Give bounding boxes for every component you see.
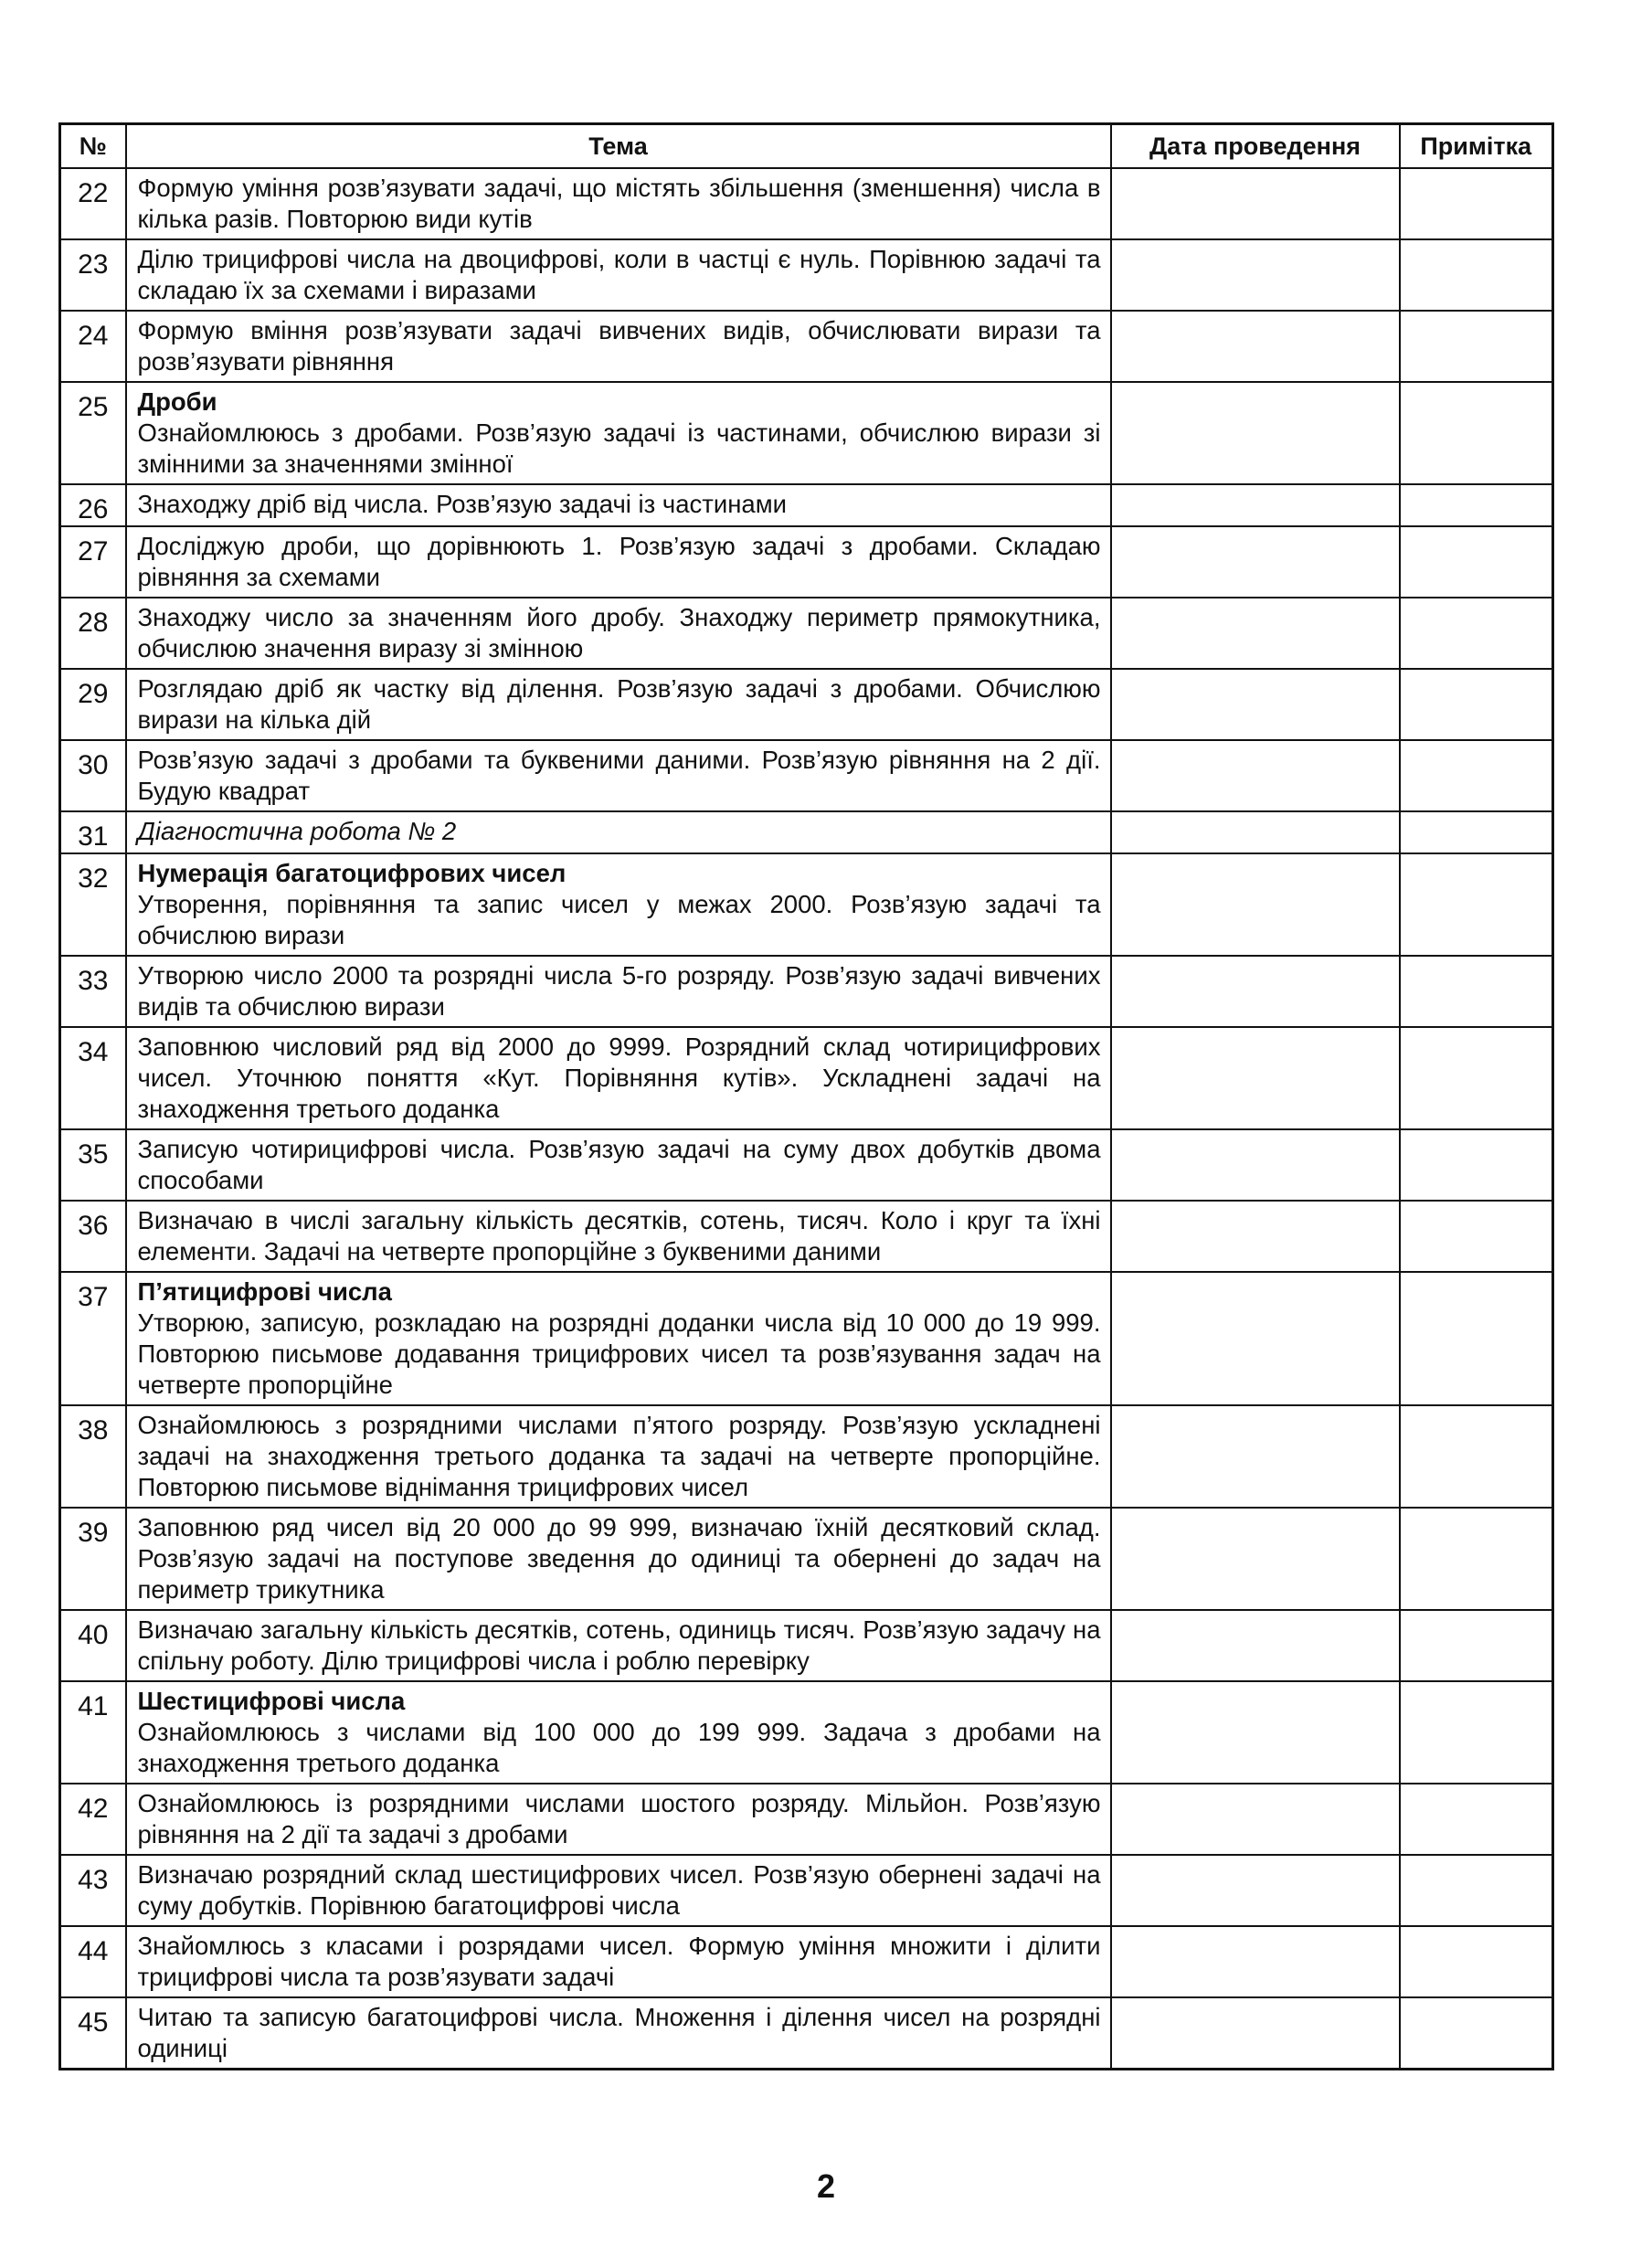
table-row xyxy=(60,1926,1553,1997)
row-topic xyxy=(126,1508,1111,1610)
date-cell[interactable] xyxy=(1111,1784,1400,1855)
table-row xyxy=(60,1027,1553,1129)
table-body xyxy=(60,168,1553,2070)
row-number: 32 xyxy=(60,853,126,956)
topic-text: Утворення, порівняння та запис чисел у межах 2000. Розв’язую задачі та обчислюю вирази xyxy=(137,890,1101,949)
row-number: 23 xyxy=(60,239,126,311)
row-number: 42 xyxy=(60,1784,126,1855)
header-note: Примітка xyxy=(1400,124,1553,169)
note-cell[interactable] xyxy=(1400,1405,1553,1508)
note-cell[interactable] xyxy=(1400,484,1553,526)
table-row xyxy=(60,1201,1553,1272)
date-cell[interactable] xyxy=(1111,1681,1400,1784)
note-cell[interactable] xyxy=(1400,526,1553,598)
row-number: 38 xyxy=(60,1405,126,1508)
note-cell[interactable] xyxy=(1400,382,1553,484)
table-row xyxy=(60,1784,1553,1855)
date-cell[interactable] xyxy=(1111,598,1400,669)
date-cell[interactable] xyxy=(1111,311,1400,382)
table-row xyxy=(60,526,1553,598)
topic-text: Формую уміння розв’язувати задачі, що містять збільшення (зменшення) числа в кілька разів. Повторюю види кутів xyxy=(137,174,1101,233)
note-cell[interactable] xyxy=(1400,811,1553,853)
row-number: 30 xyxy=(60,740,126,811)
topic-text: Знайомлюсь з класами і розрядами чисел. Формую уміння множити і ділити трицифрові числа та розв’язувати задачі xyxy=(137,1932,1101,1991)
date-cell[interactable] xyxy=(1111,1855,1400,1926)
table-row xyxy=(60,1272,1553,1405)
note-cell[interactable] xyxy=(1400,853,1553,956)
topic-text: Визначаю в числі загальну кількість десятків, сотень, тисяч. Коло і круг та їхні елементи. Задачі на четверте пропорційне з буквеними даними xyxy=(137,1206,1101,1265)
topic-text: Утворюю число 2000 та розрядні числа 5-го розряду. Розв’язую задачі вивчених видів та обчислюю вирази xyxy=(137,961,1101,1021)
topic-text: Заповнюю ряд чисел від 20 000 до 99 999, визначаю їхній десятковий склад. Розв’язую задачі на поступове зведення до одиниці та обернені до задач на периметр трикутника xyxy=(137,1513,1101,1604)
row-topic xyxy=(126,239,1111,311)
date-cell[interactable] xyxy=(1111,1129,1400,1201)
lesson-plan-table xyxy=(58,122,1554,2070)
page-number: 2 xyxy=(816,2167,836,2205)
date-cell[interactable] xyxy=(1111,1926,1400,1997)
note-cell[interactable] xyxy=(1400,956,1553,1027)
topic-text: Діагностична робота № 2 xyxy=(137,817,457,845)
row-topic xyxy=(126,811,1111,853)
note-cell[interactable] xyxy=(1400,311,1553,382)
row-number: 25 xyxy=(60,382,126,484)
row-topic xyxy=(126,669,1111,740)
topic-text: Утворюю, записую, розкладаю на розрядні доданки числа від 10 000 до 19 999. Повторюю письмове додавання трицифрових чисел та розв’язування задач на четверте пропорційне xyxy=(137,1308,1101,1399)
header-date: Дата проведення xyxy=(1111,124,1400,169)
date-cell[interactable] xyxy=(1111,853,1400,956)
row-number: 41 xyxy=(60,1681,126,1784)
topic-text: Ознайомлююсь з розрядними числами п’ятого розряду. Розв’язую ускладнені задачі на знаходження третього доданка та задачі на четверте пропорційне. Повторюю письмове віднімання трицифрових чисел xyxy=(137,1411,1101,1501)
row-topic xyxy=(126,1610,1111,1681)
row-topic xyxy=(126,853,1111,956)
row-number: 28 xyxy=(60,598,126,669)
date-cell[interactable] xyxy=(1111,1027,1400,1129)
row-topic xyxy=(126,598,1111,669)
table-row xyxy=(60,598,1553,669)
row-topic xyxy=(126,1681,1111,1784)
row-number: 36 xyxy=(60,1201,126,1272)
date-cell[interactable] xyxy=(1111,1272,1400,1405)
date-cell[interactable] xyxy=(1111,1508,1400,1610)
header-number: № xyxy=(60,124,126,169)
topic-text: Заповнюю числовий ряд від 2000 до 9999. Розрядний склад чотирицифрових чисел. Уточнюю поняття «Кут. Порівняння кутів». Ускладнені задачі на знаходження третього доданка xyxy=(137,1032,1101,1123)
section-heading: Шестицифрові числа xyxy=(137,1687,406,1715)
row-number: 27 xyxy=(60,526,126,598)
table-row xyxy=(60,1855,1553,1926)
row-topic xyxy=(126,1129,1111,1201)
topic-text: Ознайомлююсь з дробами. Розв’язую задачі із частинами, обчислюю вирази зі змінними за значеннями змінної xyxy=(137,418,1101,478)
row-number: 43 xyxy=(60,1855,126,1926)
table-row xyxy=(60,1997,1553,2070)
topic-text: Визначаю загальну кількість десятків, сотень, одиниць тисяч. Розв’язую задачу на спільну роботу. Ділю трицифрові числа і роблю перевірку xyxy=(137,1615,1101,1675)
note-cell[interactable] xyxy=(1400,1508,1553,1610)
row-topic xyxy=(126,956,1111,1027)
header-topic: Тема xyxy=(126,124,1111,169)
topic-text: Ділю трицифрові числа на двоцифрові, коли в частці є нуль. Порівнюю задачі та складаю їх за схемами і виразами xyxy=(137,245,1101,304)
row-topic xyxy=(126,1784,1111,1855)
note-cell[interactable] xyxy=(1400,669,1553,740)
note-cell[interactable] xyxy=(1400,1201,1553,1272)
topic-text: Формую вміння розв’язувати задачі вивчених видів, обчислювати вирази та розв’язувати рівняння xyxy=(137,316,1101,376)
row-number: 29 xyxy=(60,669,126,740)
row-number: 34 xyxy=(60,1027,126,1129)
date-cell[interactable] xyxy=(1111,484,1400,526)
note-cell[interactable] xyxy=(1400,1681,1553,1784)
row-number: 40 xyxy=(60,1610,126,1681)
table-row xyxy=(60,484,1553,526)
date-cell[interactable] xyxy=(1111,239,1400,311)
topic-text: Розв’язую задачі з дробами та буквеними даними. Розв’язую рівняння на 2 дії. Будую квадрат xyxy=(137,746,1101,805)
note-cell[interactable] xyxy=(1400,1997,1553,2070)
row-topic xyxy=(126,1272,1111,1405)
row-number: 31 xyxy=(60,811,126,853)
note-cell[interactable] xyxy=(1400,1855,1553,1926)
row-number: 45 xyxy=(60,1997,126,2070)
row-topic xyxy=(126,526,1111,598)
note-cell[interactable] xyxy=(1400,1784,1553,1855)
topic-text: Знаходжу число за значенням його дробу. Знаходжу периметр прямокутника, обчислюю значення виразу зі змінною xyxy=(137,603,1101,662)
row-topic xyxy=(126,168,1111,239)
note-cell[interactable] xyxy=(1400,1610,1553,1681)
table-row xyxy=(60,1129,1553,1201)
note-cell[interactable] xyxy=(1400,1272,1553,1405)
topic-text: Визначаю розрядний склад шестицифрових чисел. Розв’язую обернені задачі на суму добутків. Порівнюю багатоцифрові числа xyxy=(137,1860,1101,1920)
table-row xyxy=(60,1681,1553,1784)
date-cell[interactable] xyxy=(1111,382,1400,484)
note-cell[interactable] xyxy=(1400,598,1553,669)
row-topic xyxy=(126,1855,1111,1926)
row-number: 24 xyxy=(60,311,126,382)
table-row xyxy=(60,311,1553,382)
topic-text: Ознайомлююсь із розрядними числами шостого розряду. Мільйон. Розв’язую рівняння на 2 дії та задачі з дробами xyxy=(137,1789,1101,1848)
row-number: 33 xyxy=(60,956,126,1027)
date-cell[interactable] xyxy=(1111,1997,1400,2070)
date-cell[interactable] xyxy=(1111,1405,1400,1508)
row-number: 35 xyxy=(60,1129,126,1201)
row-number: 39 xyxy=(60,1508,126,1610)
row-topic xyxy=(126,1201,1111,1272)
row-topic xyxy=(126,382,1111,484)
table-row xyxy=(60,1610,1553,1681)
table-row xyxy=(60,168,1553,239)
row-number: 22 xyxy=(60,168,126,239)
row-topic xyxy=(126,1926,1111,1997)
row-topic xyxy=(126,484,1111,526)
table-row xyxy=(60,669,1553,740)
table-row xyxy=(60,239,1553,311)
table-row xyxy=(60,740,1553,811)
topic-text: Розглядаю дріб як частку від ділення. Розв’язую задачі з дробами. Обчислюю вирази на кілька дій xyxy=(137,674,1101,734)
table-row xyxy=(60,811,1553,853)
note-cell[interactable] xyxy=(1400,1027,1553,1129)
date-cell[interactable] xyxy=(1111,1610,1400,1681)
section-heading: П’ятицифрові числа xyxy=(137,1277,392,1306)
table-row xyxy=(60,382,1553,484)
note-cell[interactable] xyxy=(1400,1129,1553,1201)
section-heading: Нумерація багатоцифрових чисел xyxy=(137,859,567,887)
table-row xyxy=(60,1508,1553,1610)
date-cell[interactable] xyxy=(1111,168,1400,239)
note-cell[interactable] xyxy=(1400,740,1553,811)
date-cell[interactable] xyxy=(1111,811,1400,853)
topic-text: Читаю та записую багатоцифрові числа. Множення і ділення чисел на розрядні одиниці xyxy=(137,2003,1101,2062)
date-cell[interactable] xyxy=(1111,526,1400,598)
table-row xyxy=(60,1405,1553,1508)
row-topic xyxy=(126,1405,1111,1508)
row-number: 26 xyxy=(60,484,126,526)
row-number: 44 xyxy=(60,1926,126,1997)
row-topic xyxy=(126,740,1111,811)
topic-text: Знаходжу дріб від числа. Розв’язую задачі із частинами xyxy=(137,490,787,518)
note-cell[interactable] xyxy=(1400,168,1553,239)
date-cell[interactable] xyxy=(1111,669,1400,740)
table-row xyxy=(60,956,1553,1027)
row-topic xyxy=(126,1997,1111,2070)
table-header-row xyxy=(60,124,1553,169)
note-cell[interactable] xyxy=(1400,239,1553,311)
date-cell[interactable] xyxy=(1111,956,1400,1027)
note-cell[interactable] xyxy=(1400,1926,1553,1997)
table-row xyxy=(60,853,1553,956)
topic-text: Досліджую дроби, що дорівнюють 1. Розв’язую задачі з дробами. Складаю рівняння за схемами xyxy=(137,532,1101,591)
row-topic xyxy=(126,1027,1111,1129)
section-heading: Дроби xyxy=(137,387,217,416)
row-number: 37 xyxy=(60,1272,126,1405)
topic-text: Ознайомлююсь з числами від 100 000 до 199 999. Задача з дробами на знаходження третього доданка xyxy=(137,1718,1101,1777)
date-cell[interactable] xyxy=(1111,1201,1400,1272)
row-topic xyxy=(126,311,1111,382)
date-cell[interactable] xyxy=(1111,740,1400,811)
topic-text: Записую чотирицифрові числа. Розв’язую задачі на суму двох добутків двома способами xyxy=(137,1135,1101,1194)
